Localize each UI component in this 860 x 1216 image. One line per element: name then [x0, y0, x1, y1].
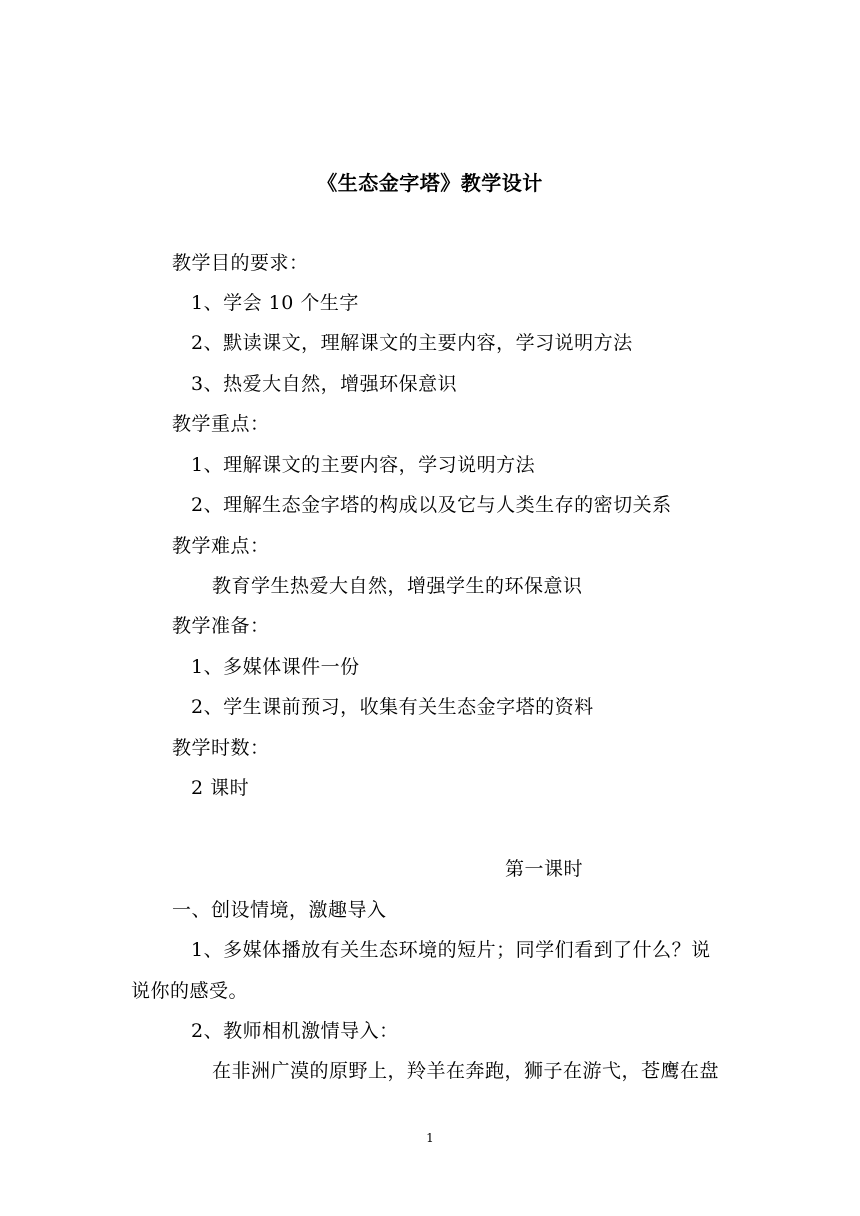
goal-item-1: 1、学会 10 个生字: [191, 292, 359, 314]
lesson-heading: 第一课时: [505, 858, 584, 880]
step1-item1-line1: 1、多媒体播放有关生态环境的短片；同学们看到了什么？说: [191, 939, 711, 961]
preparation-heading: 教学准备：: [172, 615, 270, 637]
goals-heading: 教学目的要求：: [172, 252, 309, 274]
step1-item2: 2、教师相机激情导入：: [191, 1020, 399, 1042]
hours-value: 2 课时: [191, 777, 250, 799]
document-title: 《生态金字塔》教学设计: [317, 171, 543, 195]
hours-heading: 教学时数：: [172, 737, 270, 759]
difficulty-item-1: 教育学生热爱大自然，增强学生的环保意识: [212, 575, 583, 597]
page-number: 1: [426, 1131, 434, 1145]
key-point-item-2: 2、理解生态金字塔的构成以及它与人类生存的密切关系: [191, 494, 672, 516]
difficulties-heading: 教学难点：: [172, 535, 270, 557]
step1-item2-text: 在非洲广漠的原野上，羚羊在奔跑，狮子在游弋，苍鹰在盘: [212, 1060, 720, 1082]
key-point-item-1: 1、理解课文的主要内容，学习说明方法: [191, 454, 536, 476]
preparation-item-1: 1、多媒体课件一份: [191, 656, 360, 678]
preparation-item-2: 2、学生课前预习，收集有关生态金字塔的资料: [191, 696, 594, 718]
step1-heading: 一、创设情境，激趣导入: [172, 899, 387, 921]
step1-item1-line2: 说你的感受。: [131, 980, 249, 1002]
key-points-heading: 教学重点：: [172, 413, 270, 435]
goal-item-3: 3、热爱大自然，增强环保意识: [191, 373, 458, 395]
goal-item-2: 2、默读课文，理解课文的主要内容，学习说明方法: [191, 332, 633, 354]
